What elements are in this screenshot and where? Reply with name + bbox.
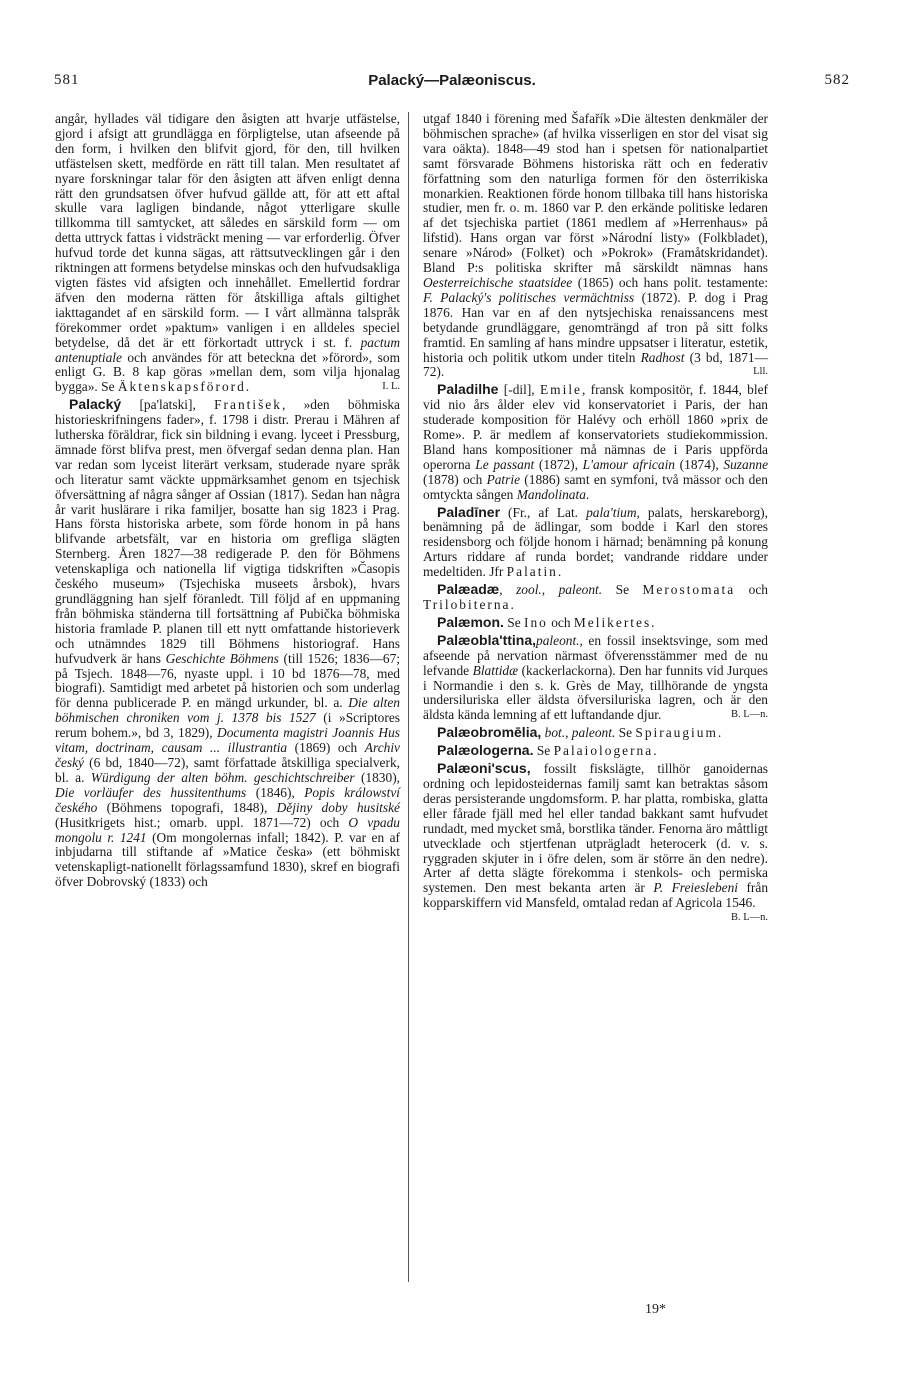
cross-reference: Palatin [506, 564, 558, 580]
right-page-number: 582 [824, 72, 850, 88]
headword: Palæobla'ttina, [437, 631, 537, 648]
page-header [54, 72, 850, 94]
entry-palaemon: Palæmon. Se Ino och Melikertes. [437, 613, 655, 630]
entry-palaeadae: Palæadæ, zool., paleont. Se Merostomata och Trilobiterna. [423, 581, 768, 612]
author-signature: B. L—n. [730, 709, 768, 721]
entry-palaeoniscus: Palæoni'scus, fossilt fiskslägte, tillhör ganoidernas ordning och lepidosteidernas familj samt kan betraktas såsom deras persisterande ungdomsform. P. har platta, rombiska, glatta eller fårade fjäll med hel eller tandad bakkant samt hufvudet rundadt, med mycket små, borstlika tänder. Fenorna äro måttligt utvecklade och stjertfenan utprägladt heterocerk (d. v. s. ryggraden skjuter in i öfre delen, som är större än den nedre). Arter af detta slägte förekomma i stenkols- och permiska systemen. Den mest bekanta arten är P. Freieslebeni från kopparskiffern vid Mansfeld, omtalad redan af Agricola 1546. B. L—n. [423, 761, 768, 911]
headword: Palæobromēlia, [437, 724, 542, 741]
left-page-number: 581 [54, 72, 80, 88]
cross-reference: Melikertes [573, 614, 652, 630]
entry-paladilhe: Paladilhe [-dil], Emile, fransk kompositör, f. 1844, blef vid nio års ålder elev vid konservatoriet i Paris, der han studerade komposition för Halévy och erhöll 1860 »prix de Rome». P. är medlem af konservatoriets studiekommission. Bland hans kompositioner må nämnas de i Paris uppförda operorna Le passant (1872), L'amour africain (1874), Suzanne (1878) och Patrie (1886) samt en symfoni, två mässor och den omtyckta sången Mandolinata. [423, 381, 769, 502]
entry-palaeologerna: Palæologerna. Se Palaiologerna. [437, 742, 657, 759]
entry-palaeobromelia: Palæobromēlia, bot., paleont. Se Spiraugium. [437, 724, 722, 741]
headword: Palacký [69, 396, 122, 413]
cross-reference: Palaiologerna [553, 743, 654, 759]
headword: Paladīner [437, 503, 501, 520]
entry-palaeoblattina: Palæobla'ttina,paleont., en fossil insektsvinge, som med afseende på nervation närmast öfverensstämmer med de nu lefvande Blattidæ (kackerlackorna). Den har funnits vid Jurques i Normandie i den s. k. Grès de May, tillhörande de yngsta undersiluriska eller äldsta öfversiluriska lagren, och är den äldsta kända lemning af ett luftandande djur. B. L—n. [423, 631, 768, 723]
right-column [423, 112, 768, 926]
cross-reference: Trilobiterna [423, 597, 511, 612]
column-divider [408, 112, 409, 1282]
headword: Paladilhe [437, 381, 499, 398]
cross-reference: Spiraugium [635, 725, 718, 741]
entry-palacky: Palacký [pa'latski], František, »den böhmiska historieskrifningens fader», f. 1798 i distr. Prerau i Mähren af lutherska föräldrar, fick sin bildning i evang. lyceet i Pressburg, ämnade först blifva prest, men öfvergaf sedan denna plan. Han var redan som lyceist literärt verksam, studerade nyare språk och literatur samt väckte uppmärksamhet genom en tsjechisk öfversättning af några sånger af Ossian (1817). Sedan han några år varit huslärare i rika familjer, bosatte han sig 1823 i Prag. Hans första historiska arbete, som förde honom in på hans blifvande arbetsfält, var en historia om grefliga slägten Sternberg. Åren 1827—38 redigerade P. den för Böhmens vetenskapliga och nationella lif vigtiga tidskriften »Časopis českého museum» (Tsjechiska museets årsbok), hvars grundläggning han sjelf föranledt. Till följd af en uppmaning från böhmiska ständerna till fortsättning af Pubička böhmiska historia framlade P. planen till ett nytt omfattande historieverk och utnämndes 1829 till Böhmens historiograf. Hans hufvudverk är hans Geschichte Böhmens (till 1526; 1836—67; på Tsjech. 1848—76, nyaste uppl. i 10 bd 1876—78, med biografi). Samtidigt med arbetet på historien och som underlag för denna publicerade P. en mängd urkunder, bl. a. Die alten böhmischen chroniken vom j. 1378 bis 1527 (i »Scriptores rerum bohem.», bd 3, 1829), Documenta magistri Joannis Hus vitam, doctrinam, causam ... illustrantia (1869) och Archiv český (6 bd, 1840—72), samt författade åtskilliga specialverk, bl. a. Würdigung der alten böhm. geschichtschreiber (1830), Die vorläufer des hussitenthums (1846), Popis králowství českého (Böhmens topografi, 1848), Dějiny doby husitské (Husitkrigets hist.; omarb. uppl. 1871—72) och O vpadu mongolu r. 1241 (Om mongolernas infall; 1842). P. var en af inbjudarna till stiftande af »Matice česka» (ett böhmiskt vetenskapligt-nationellt förlagssamfund 1830), skref en biografi öfver Dobrovský (1833) och [55, 396, 401, 890]
author-signature: I. L. [382, 381, 400, 393]
headword: Palæmon. [437, 613, 504, 630]
headword: Palæologerna. [437, 742, 534, 759]
cross-reference: Ino [524, 614, 548, 630]
author-signature: B. L—n. [730, 912, 768, 924]
entry-paladiner: Paladīner (Fr., af Lat. pala'tium, palats, herskareborg), benämning på de ädlingar, som bodde i Karl den stores residensborg och följde honom i härnad; benämning på konung Arturs riddare af runda bordet; vandrande riddare under medeltiden. Jfr Palatin. [423, 503, 768, 580]
entry-paktum-continuation: angår, hyllades väl tidigare den åsigten att hvarje utfästelse, gjord i afsigt att grundlägga en förpligtelse, utan afseende på den form, i hvilken den blifvit gjord, för den, till hvilken utfästelsen skett, medförde en rätt till talan. Men resultatet af nyare forskningar talar för den åsigten att äfven enligt denna rätt den grundsatsen öfver hufvud gällde att, för att ett aftal skulle vara lagligen bindande, något ytterligare skulle tillkomma till samtycket, att således en särskild form — om detta uttryck fattas i vidsträckt mening — var erforderlig. Öfver hufvud torde det kunna sägas, att rättsutvecklingen går i den riktningen att formens betydelse minskas och den hufvudsakliga vigten fästes vid afsigten och innehållet. Emellertid fordrar äfven den moderna rätten för åtskilliga aftals giltighet iakttagandet af en särskild form. — I vårt allmänna talspråk förekommer ordet »paktum» vanligen i en alldeles speciel betydelse, då det är ett förkortadt uttryck i st. f. pactum antenuptiale och användes för att beteckna det »förord», som enligt G. B. 8 kap göras »mellan dem, som vilja hjonalag bygga». Se Äktenskapsförord. I. L. [55, 111, 400, 395]
author-signature: Lll. [753, 366, 768, 378]
cross-reference: Merostomata [642, 582, 736, 598]
left-column [55, 112, 400, 890]
signature-mark: 19* [645, 1302, 666, 1317]
headword: Palæoni'scus, [437, 760, 531, 777]
headword: Palæadæ [437, 581, 500, 598]
cross-reference: Äktenskapsförord. [117, 379, 252, 395]
entry-palacky-continuation: utgaf 1840 i förening med Šafařík »Die ältesten denkmäler der böhmischen sprache» (af hvilka visserligen en stor del visat sig vara oäkta). 1848—49 stod han i spetsen för nationalpartiet samt försvarade Böhmens historiska rätt och en federativ författning som den naturliga formen för den österrikiska monarkien. Reaktionen förde honom tillbaka till hans historiska studier, men fr. o. m. 1860 var P. den erkände politiske ledaren af det tsjechiska partiet (1861 medlem af »Herrenhaus» på lifstid). Hans organ var först »Národní listy» (Folkbladet), senare »Národ» (Folket) och »Pokrok» (Framåtskridandet). Bland P:s politiska skrifter må särskildt nämnas hans Oesterreichische staatsidee (1865) och hans polit. testamente: F. Palacký's politisches vermächtniss (1872). P. dog i Prag 1876. Han var en af den nytsjechiska renaissancens mest betydande grundläggare, genomträngd af tron på sitt folks framtid. En samling af hans mindre uppsatser i literatur, estetik, historia och politik utkom under titeln Radhost (3 bd, 1871—72). Lll. [423, 111, 768, 380]
running-head: Palacký—Palæoniscus. [368, 72, 536, 89]
